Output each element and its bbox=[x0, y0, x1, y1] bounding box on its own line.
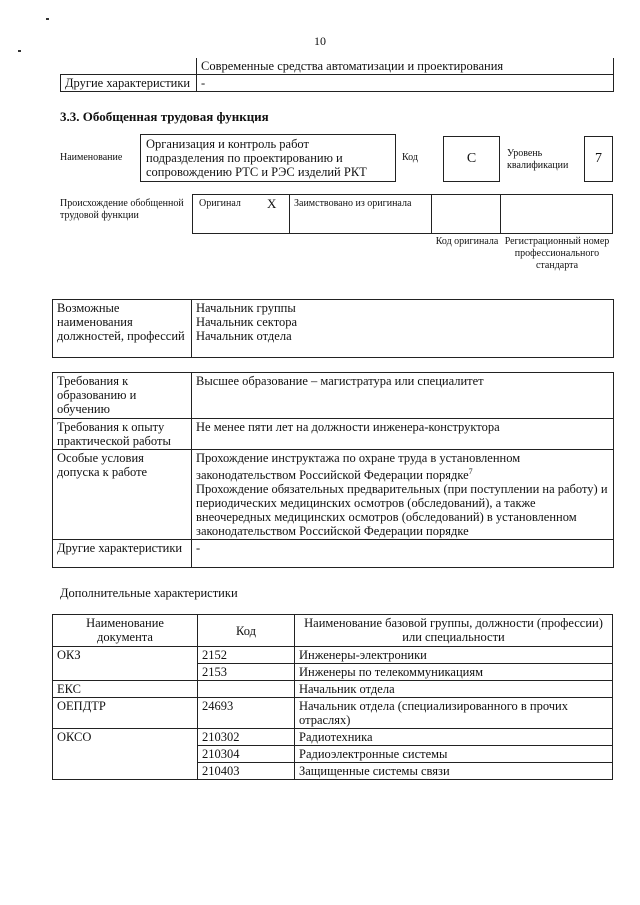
original-label: Оригинал bbox=[199, 198, 241, 209]
scan-speck bbox=[46, 18, 49, 20]
row-name: Радиоэлектронные системы bbox=[295, 746, 613, 763]
row-code: 2152 bbox=[198, 647, 295, 664]
admission-text-2: Прохождение обязательных предварительных (при поступлении на работу) и периодических медицинских осмотров (обследований), а также внеочередных медицинских осмотров (обследований) в установленном законодательством Российской Федерации порядке bbox=[196, 482, 608, 539]
other-label: Другие характеристики bbox=[53, 540, 192, 568]
level-value: 7 bbox=[584, 136, 613, 182]
origin-box bbox=[192, 194, 613, 234]
top-table-row2-value: - bbox=[197, 75, 614, 92]
origin-label: Происхождение обобщенной трудовой функции bbox=[60, 198, 184, 221]
admission-value bbox=[192, 450, 614, 540]
top-table-row2-label: Другие характеристики bbox=[61, 75, 197, 92]
positions-label: Возможные наименования должностей, профессий bbox=[53, 300, 192, 358]
reg-number-caption: Регистрационный номер профессионального стандарта bbox=[504, 236, 610, 271]
row-code: 210302 bbox=[198, 729, 295, 746]
top-table bbox=[60, 58, 614, 92]
section-title: 3.3. Обобщенная трудовая функция bbox=[60, 109, 269, 124]
original-mark: X bbox=[267, 196, 277, 211]
code-value: C bbox=[443, 136, 500, 182]
footnote-ref: 7 bbox=[468, 467, 473, 476]
positions-table bbox=[52, 299, 614, 358]
code-original-caption: Код оригинала bbox=[435, 236, 499, 247]
row-doc: ОЕПДТР bbox=[53, 698, 198, 729]
admission-text-1: Прохождение инструктажа по охране труда в установленном законодательством Российской Федерации порядке bbox=[196, 451, 521, 483]
header-document: Наименование документа bbox=[53, 615, 198, 647]
admission-label: Особые условия допуска к работе bbox=[53, 450, 192, 540]
row-code: 24693 bbox=[198, 698, 295, 729]
row-code: 2153 bbox=[198, 664, 295, 681]
name-value: Организация и контроль работ подразделения по проектированию и сопровождению РТС и РЭС изделий РКТ bbox=[140, 134, 396, 182]
row-name: Инженеры по телекоммуникациям bbox=[295, 664, 613, 681]
scan-speck bbox=[18, 50, 21, 52]
row-name: Радиотехника bbox=[295, 729, 613, 746]
positions-list bbox=[192, 300, 614, 358]
requirements-table bbox=[52, 372, 614, 568]
code-label: Код bbox=[402, 152, 418, 163]
page-number: 10 bbox=[314, 34, 326, 48]
top-table-empty-cell bbox=[61, 58, 197, 75]
level-label: Уровень квалификации bbox=[507, 148, 569, 171]
position-item: Начальник отдела bbox=[196, 329, 292, 343]
header-group: Наименование базовой группы, должности (профессии) или специальности bbox=[295, 615, 613, 647]
experience-value: Не менее пяти лет на должности инженера-конструктора bbox=[192, 419, 614, 450]
experience-label: Требования к опыту практической работы bbox=[53, 419, 192, 450]
position-item: Начальник сектора bbox=[196, 315, 298, 329]
borrowed-label: Заимствовано из оригинала bbox=[294, 198, 412, 209]
additional-title: Дополнительные характеристики bbox=[60, 586, 238, 600]
position-item: Начальник группы bbox=[196, 301, 296, 315]
additional-table bbox=[52, 614, 613, 780]
row-name: Инженеры-электроники bbox=[295, 647, 613, 664]
name-label: Наименование bbox=[60, 152, 123, 163]
row-code: 210304 bbox=[198, 746, 295, 763]
row-name: Защищенные системы связи bbox=[295, 763, 613, 780]
other-value: - bbox=[192, 540, 614, 568]
row-doc: ОКЗ bbox=[53, 647, 198, 681]
top-table-row1-value: Современные средства автоматизации и проектирования bbox=[197, 58, 614, 75]
education-value: Высшее образование – магистратура или специалитет bbox=[192, 373, 614, 419]
row-name: Начальник отдела bbox=[295, 681, 613, 698]
education-label: Требования к образованию и обучению bbox=[53, 373, 192, 419]
row-name: Начальник отдела (специализированного в прочих отраслях) bbox=[295, 698, 613, 729]
row-doc: ОКСО bbox=[53, 729, 198, 780]
row-code: 210403 bbox=[198, 763, 295, 780]
row-doc: ЕКС bbox=[53, 681, 198, 698]
header-code: Код bbox=[198, 615, 295, 647]
row-code bbox=[198, 681, 295, 698]
